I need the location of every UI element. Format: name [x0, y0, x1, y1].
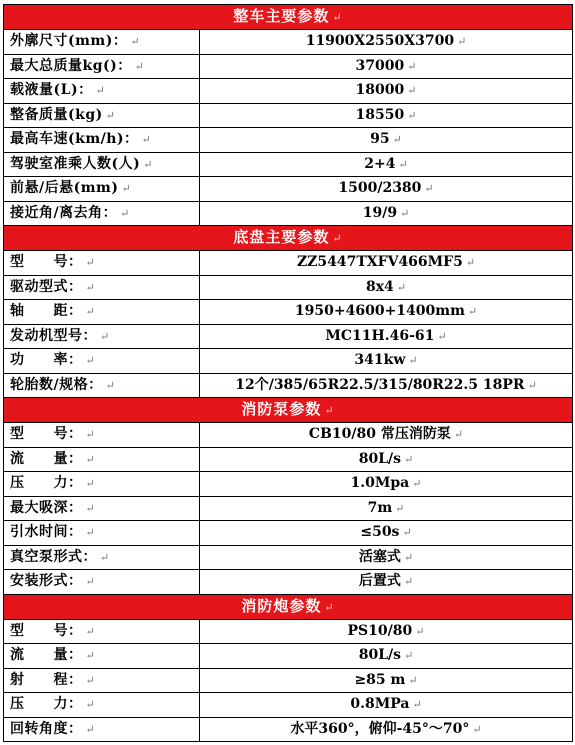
spec-value-cell — [200, 693, 573, 718]
spec-label-cell — [4, 152, 200, 177]
cell-end-mark: ↵ — [143, 157, 153, 171]
spec-value: ≥85 m — [354, 671, 406, 688]
section-title — [4, 226, 573, 251]
spec-value: 8x4 — [365, 278, 394, 295]
spec-value: 18550 — [355, 106, 405, 123]
spec-value-cell — [200, 545, 573, 570]
spec-value: ≤50s — [360, 524, 400, 541]
spec-value: 11900X2550X3700 — [305, 33, 455, 50]
spec-label: 外廓尺寸(mm)： — [10, 33, 128, 50]
spec-label-cell — [4, 275, 200, 300]
spec-value: 后置式 — [358, 573, 401, 590]
spec-label-cell — [4, 103, 200, 128]
spec-value-cell — [200, 152, 573, 177]
spec-label: 前悬/后悬(mm) — [10, 180, 119, 197]
spec-label: 驾驶室准乘人数(人) — [10, 155, 141, 172]
cell-end-mark: ↵ — [85, 698, 96, 712]
cell-end-mark: ↵ — [332, 11, 343, 24]
cell-end-mark: ↵ — [121, 182, 132, 196]
spec-row — [4, 472, 573, 497]
spec-label: 压 力： — [10, 696, 83, 713]
cell-end-mark: ↵ — [85, 305, 96, 319]
section-title-text: 底盘主要参数 — [233, 228, 330, 246]
spec-row — [4, 644, 573, 669]
spec-value-cell — [200, 103, 573, 128]
spec-label: 轴 距： — [10, 303, 83, 320]
spec-value-cell — [200, 644, 573, 669]
spec-label-cell — [4, 521, 200, 546]
spec-label-cell — [4, 447, 200, 472]
spec-row — [4, 693, 573, 718]
spec-value-cell — [200, 496, 573, 521]
spec-label: 驱动型式： — [10, 278, 83, 295]
cell-end-mark: ↵ — [403, 575, 414, 589]
spec-row — [4, 447, 573, 472]
spec-row — [4, 373, 573, 398]
spec-value-cell — [200, 668, 573, 693]
cell-end-mark: ↵ — [396, 280, 407, 294]
spec-value: CB10/80 常压消防泵 — [308, 426, 451, 443]
spec-value: 水平360°，俯仰-45°～70° — [290, 720, 470, 737]
spec-row — [4, 275, 573, 300]
cell-end-mark: ↵ — [407, 84, 417, 98]
cell-end-mark: ↵ — [85, 722, 96, 736]
section-title-text: 整车主要参数 — [233, 7, 330, 25]
spec-label: 型 号： — [10, 254, 83, 271]
spec-label-cell — [4, 373, 200, 398]
spec-label: 最大吸深： — [10, 499, 83, 516]
cell-end-mark: ↵ — [408, 354, 418, 368]
cell-end-mark: ↵ — [412, 698, 422, 712]
spec-label: 整备质量(kg) — [10, 106, 103, 123]
spec-label-cell — [4, 177, 200, 202]
spec-value: 活塞式 — [358, 548, 401, 565]
spec-label-cell — [4, 472, 200, 497]
cell-end-mark: ↵ — [105, 108, 116, 122]
spec-value-cell — [200, 201, 573, 226]
spec-value: ZZ5447TXFV466MF5 — [296, 254, 463, 271]
cell-end-mark: ↵ — [404, 649, 414, 663]
spec-label: 轮胎数/规格： — [10, 376, 103, 393]
spec-value: 80L/s — [358, 647, 402, 664]
spec-row — [4, 152, 573, 177]
cell-end-mark: ↵ — [332, 232, 343, 245]
cell-end-mark: ↵ — [407, 108, 417, 122]
section-header-row — [4, 398, 573, 423]
cell-end-mark: ↵ — [424, 182, 434, 196]
spec-value: 7m — [367, 499, 393, 516]
spec-row — [4, 423, 573, 448]
cell-end-mark: ↵ — [404, 452, 414, 466]
cell-end-mark: ↵ — [100, 329, 110, 343]
spec-value-cell — [200, 349, 573, 374]
spec-label-cell — [4, 349, 200, 374]
spec-label: 发动机型号： — [10, 327, 97, 344]
spec-label: 流 量： — [10, 450, 83, 467]
spec-row — [4, 54, 573, 79]
spec-value-cell — [200, 30, 573, 55]
cell-end-mark: ↵ — [105, 378, 116, 392]
spec-value-cell — [200, 251, 573, 276]
spec-value-cell — [200, 79, 573, 104]
cell-end-mark: ↵ — [85, 280, 96, 294]
spec-value-cell — [200, 717, 573, 742]
spec-row — [4, 128, 573, 153]
cell-end-mark: ↵ — [85, 428, 96, 442]
spec-table — [3, 4, 573, 742]
cell-end-mark: ↵ — [415, 624, 425, 638]
spec-label-cell — [4, 668, 200, 693]
spec-label-cell — [4, 423, 200, 448]
cell-end-mark: ↵ — [457, 35, 467, 49]
spec-label: 载液量(L)： — [10, 82, 93, 99]
spec-value: 12个/385/65R22.5/315/80R22.5 18PR — [235, 376, 525, 393]
spec-label: 型 号： — [10, 426, 83, 443]
spec-value: 2+4 — [364, 155, 396, 172]
spec-label-cell — [4, 496, 200, 521]
spec-label-cell — [4, 79, 200, 104]
spec-row — [4, 521, 573, 546]
spec-value-cell — [200, 300, 573, 325]
spec-table-body — [4, 5, 573, 742]
spec-label-cell — [4, 251, 200, 276]
spec-row — [4, 717, 573, 742]
spec-row — [4, 201, 573, 226]
spec-label-cell — [4, 201, 200, 226]
cell-end-mark: ↵ — [85, 452, 96, 466]
cell-end-mark: ↵ — [85, 575, 96, 589]
spec-label-cell — [4, 324, 200, 349]
spec-label: 流 量： — [10, 647, 83, 664]
spec-row — [4, 570, 573, 595]
spec-label-cell — [4, 54, 200, 79]
cell-end-mark: ↵ — [453, 428, 464, 442]
spec-label-cell — [4, 300, 200, 325]
spec-label: 最高车速(km/h)： — [10, 131, 139, 148]
cell-end-mark: ↵ — [95, 84, 106, 98]
cell-end-mark: ↵ — [392, 133, 402, 147]
spec-value: 1.0Mpa — [350, 475, 410, 492]
section-title — [4, 594, 573, 619]
spec-row — [4, 324, 573, 349]
spec-value-cell — [200, 177, 573, 202]
cell-end-mark: ↵ — [85, 526, 96, 540]
spec-label: 接近角/离去角： — [10, 204, 118, 221]
spec-label-cell — [4, 570, 200, 595]
spec-row — [4, 177, 573, 202]
cell-end-mark: ↵ — [130, 35, 141, 49]
spec-label-cell — [4, 717, 200, 742]
section-title — [4, 5, 573, 30]
spec-value: 95 — [370, 131, 390, 148]
spec-row — [4, 668, 573, 693]
cell-end-mark: ↵ — [437, 329, 447, 343]
spec-value-cell — [200, 472, 573, 497]
cell-end-mark: ↵ — [100, 550, 110, 564]
cell-end-mark: ↵ — [85, 501, 96, 515]
spec-row — [4, 349, 573, 374]
spec-row — [4, 300, 573, 325]
cell-end-mark: ↵ — [324, 404, 335, 417]
spec-label: 型 号： — [10, 622, 83, 639]
cell-end-mark: ↵ — [408, 673, 418, 687]
cell-end-mark: ↵ — [85, 256, 96, 270]
spec-value-cell — [200, 128, 573, 153]
spec-value-cell — [200, 54, 573, 79]
spec-label: 真空泵形式： — [10, 548, 97, 565]
spec-label-cell — [4, 693, 200, 718]
cell-end-mark: ↵ — [85, 354, 96, 368]
spec-value: 80L/s — [358, 450, 402, 467]
cell-end-mark: ↵ — [407, 59, 417, 73]
spec-value: 19/9 — [362, 204, 398, 221]
section-header-row — [4, 226, 573, 251]
spec-value: MC11H.46-61 — [325, 327, 435, 344]
spec-row — [4, 30, 573, 55]
cell-end-mark: ↵ — [465, 256, 476, 270]
spec-value-cell — [200, 447, 573, 472]
spec-label: 安装形式： — [10, 573, 83, 590]
spec-value: 1500/2380 — [338, 180, 422, 197]
cell-end-mark: ↵ — [402, 526, 412, 540]
spec-label: 最大总质量kg()： — [10, 57, 132, 74]
spec-value-cell — [200, 423, 573, 448]
section-title-text: 消防泵参数 — [241, 400, 322, 418]
spec-value-cell — [200, 619, 573, 644]
spec-label: 压 力： — [10, 475, 83, 492]
spec-value: 1950+4600+1400mm — [294, 303, 465, 320]
cell-end-mark: ↵ — [85, 673, 96, 687]
spec-value-cell — [200, 275, 573, 300]
cell-end-mark: ↵ — [141, 133, 152, 147]
spec-label-cell — [4, 545, 200, 570]
spec-row — [4, 251, 573, 276]
cell-end-mark: ↵ — [85, 624, 96, 638]
spec-value: 18000 — [355, 82, 405, 99]
spec-value: PS10/80 — [347, 622, 413, 639]
cell-end-mark: ↵ — [324, 600, 335, 614]
cell-end-mark: ↵ — [398, 157, 408, 171]
spec-row — [4, 545, 573, 570]
cell-end-mark: ↵ — [527, 378, 537, 392]
spec-label-cell — [4, 644, 200, 669]
cell-end-mark: ↵ — [85, 649, 96, 663]
cell-end-mark: ↵ — [85, 477, 96, 491]
cell-end-mark: ↵ — [472, 722, 482, 736]
cell-end-mark: ↵ — [412, 477, 422, 491]
spec-label-cell — [4, 128, 200, 153]
cell-end-mark: ↵ — [134, 59, 145, 73]
cell-end-mark: ↵ — [400, 206, 410, 220]
cell-end-mark: ↵ — [467, 305, 478, 319]
spec-value-cell — [200, 324, 573, 349]
spec-value: 0.8MPa — [350, 696, 410, 713]
spec-row — [4, 103, 573, 128]
spec-label: 引水时间： — [10, 524, 83, 541]
spec-label: 功 率： — [10, 352, 83, 369]
cell-end-mark: ↵ — [120, 206, 130, 220]
cell-end-mark: ↵ — [395, 501, 405, 515]
spec-label-cell — [4, 619, 200, 644]
section-header-row — [4, 5, 573, 30]
spec-row — [4, 79, 573, 104]
spec-value-cell — [200, 570, 573, 595]
section-title-text: 消防炮参数 — [241, 596, 322, 615]
spec-row — [4, 496, 573, 521]
spec-label: 回转角度： — [10, 720, 83, 737]
spec-label: 射 程： — [10, 671, 83, 688]
spec-value-cell — [200, 521, 573, 546]
spec-value: 341kw — [354, 352, 406, 369]
section-title — [4, 398, 573, 423]
spec-value: 37000 — [355, 57, 405, 74]
spec-value-cell — [200, 373, 573, 398]
spec-row — [4, 619, 573, 644]
spec-label-cell — [4, 30, 200, 55]
cell-end-mark: ↵ — [403, 550, 414, 564]
section-header-row — [4, 594, 573, 619]
